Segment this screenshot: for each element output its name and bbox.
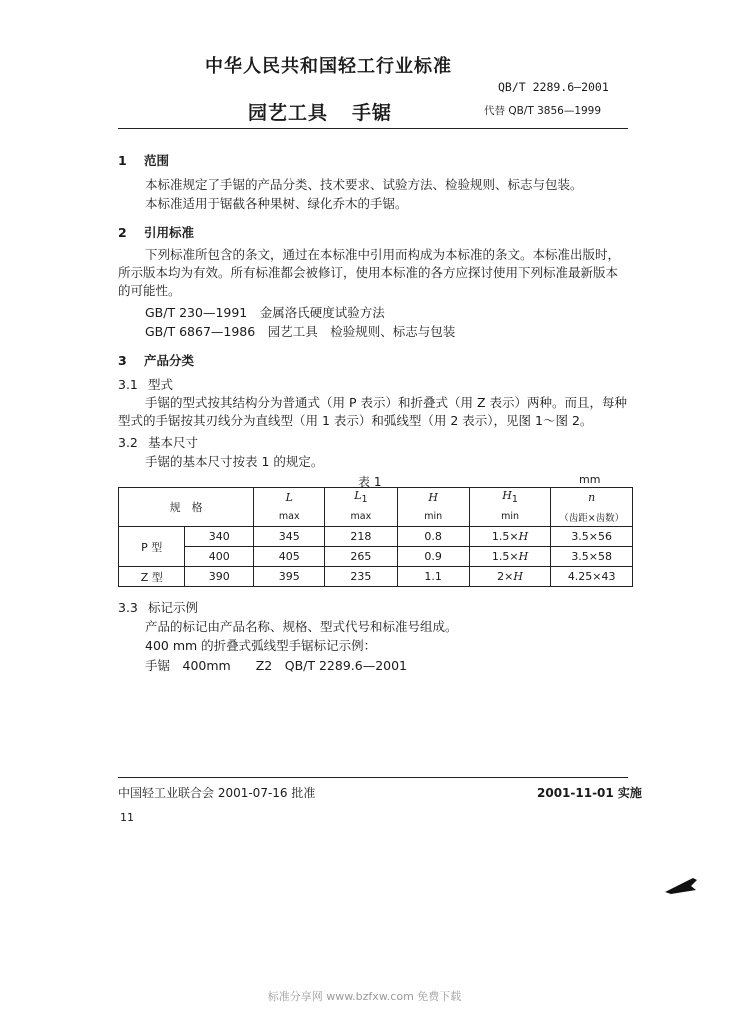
section-3-2-heading [118, 433, 198, 451]
section-3-1-title: 型式 [148, 377, 174, 392]
reference-item: GB/T 6867—1986 园艺工具 检验规则、标志与包装 [145, 324, 456, 339]
n-cell: 3.5×58 [551, 547, 633, 567]
section-2-number: 2 [118, 225, 127, 240]
section-2-paragraph: 下列标准所包含的条文，通过在本标准中引用而构成为本标准的条文。本标准出版时，所示版本均为有效。所有标准都会被修订，使用本标准的各方应探讨使用下列标准最新版本的可能性。 [118, 247, 621, 298]
scan-mark-icon [663, 874, 699, 896]
H1-cell [469, 567, 551, 587]
H1-symbol: H [518, 550, 529, 563]
marking-example: 手锯 400mm Z2 QB/T 2289.6—2001 [145, 658, 408, 673]
L1-cell: 218 [325, 527, 397, 547]
implementation-date: 2001-11-01 实施 [537, 786, 642, 800]
section-3-3-paragraph-2: 400 mm 的折叠式弧线型手锯标记示例： [145, 638, 377, 653]
section-1-paragraph-1: 本标准规定了手锯的产品分类、技术要求、试验方法、检验规则、标志与包装。 [145, 177, 583, 192]
reference-item: GB/T 230—1991 金属洛氏硬度试验方法 [145, 305, 385, 320]
issuing-body: 中华人民共和国轻工行业标准 [205, 56, 452, 77]
section-1-heading [118, 151, 169, 169]
section-3-1-heading [118, 375, 173, 393]
section-3-3-paragraph-1: 产品的标记由产品名称、规格、型式代号和标准号组成。 [145, 619, 458, 634]
section-3-3-heading [118, 598, 198, 616]
header-H-symbol: H [428, 491, 438, 504]
header-L1-subscript: 1 [361, 494, 368, 506]
H-cell: 1.1 [397, 567, 469, 587]
section-3-heading [118, 351, 194, 369]
section-1-paragraph-2: 本标准适用于锯截各种果树、绿化乔木的手锯。 [145, 196, 408, 211]
section-3-1-paragraph: 手锯的型式按其结构分为普通式（用 P 表示）和折叠式（用 Z 表示）两种。而且，每种型式的手锯按其刃线分为直线型（用 1 表示）和弧线型（用 2 表示），见图 1～图 2。 [118, 395, 627, 428]
header-L [254, 488, 325, 508]
section-3-number: 3 [118, 353, 127, 368]
document-title [248, 98, 392, 125]
header-H [397, 488, 469, 508]
replaces-standard: 代替 QB/T 3856—1999 [484, 105, 602, 117]
table-header-row [119, 488, 633, 508]
section-2-title: 引用标准 [144, 225, 195, 240]
type-cell: P 型 [119, 527, 185, 567]
table-row [119, 547, 633, 567]
section-3-3-title: 标记示例 [148, 600, 199, 615]
section-3-2-title: 基本尺寸 [148, 435, 199, 450]
type-cell: Z 型 [119, 567, 185, 587]
section-3-2-number: 3.2 [118, 435, 138, 450]
header-spec: 规 格 [119, 488, 254, 527]
header-H1-subscript: 1 [511, 494, 518, 506]
L-cell: 345 [254, 527, 325, 547]
L-cell: 405 [254, 547, 325, 567]
approval-line: 中国轻工业联合会 2001-07-16 批准 [118, 786, 316, 800]
L1-cell: 235 [325, 567, 397, 587]
H1-symbol: H [513, 570, 523, 583]
table-caption: 表 1 [358, 475, 382, 489]
section-3-2-paragraph: 手锯的基本尺寸按表 1 的规定。 [145, 454, 324, 469]
title-part-1: 园艺工具 [248, 102, 329, 124]
H1-cell [469, 547, 551, 567]
header-n-symbol: n [588, 491, 596, 504]
header-H1-qualifier: min [469, 507, 551, 527]
spec-cell: 340 [185, 527, 254, 547]
section-3-title: 产品分类 [144, 353, 195, 368]
H1-cell [469, 527, 551, 547]
spec-cell: 390 [185, 567, 254, 587]
header-L1-symbol: L [354, 489, 362, 503]
table-unit: mm [579, 473, 601, 486]
header-L1 [325, 488, 397, 508]
page-number: 11 [120, 811, 134, 824]
dimensions-table [118, 487, 633, 587]
standard-number: QB/T 2289.6—2001 [498, 80, 609, 94]
H1-factor: 1.5× [491, 530, 519, 543]
section-2-heading [118, 223, 194, 241]
H-cell: 0.9 [397, 547, 469, 567]
n-cell: 4.25×43 [551, 567, 633, 587]
n-cell: 3.5×56 [551, 527, 633, 547]
section-1-number: 1 [118, 153, 127, 168]
title-part-2: 手锯 [352, 102, 393, 124]
H1-symbol: H [518, 530, 529, 543]
H1-factor: 1.5× [491, 550, 519, 563]
header-divider [118, 128, 628, 129]
table-row [119, 527, 633, 547]
footer-divider [118, 777, 628, 778]
header-H1 [469, 488, 551, 508]
header-n-qualifier: （齿距×齿数） [551, 507, 633, 527]
header-L-symbol: L [285, 491, 293, 504]
section-3-3-number: 3.3 [118, 600, 138, 615]
watermark: 标准分享网 www.bzfxw.com 免费下载 [267, 990, 462, 1003]
spec-cell: 400 [185, 547, 254, 567]
header-H1-symbol: H [502, 489, 512, 503]
table-row [119, 567, 633, 587]
header-H-qualifier: min [397, 507, 469, 527]
H1-factor: 2× [497, 570, 514, 583]
L-cell: 395 [254, 567, 325, 587]
section-1-title: 范围 [144, 153, 170, 168]
header-L-qualifier: max [254, 507, 325, 527]
H-cell: 0.8 [397, 527, 469, 547]
L1-cell: 265 [325, 547, 397, 567]
section-3-1-number: 3.1 [118, 377, 138, 392]
header-L1-qualifier: max [325, 507, 397, 527]
header-n [551, 488, 633, 508]
